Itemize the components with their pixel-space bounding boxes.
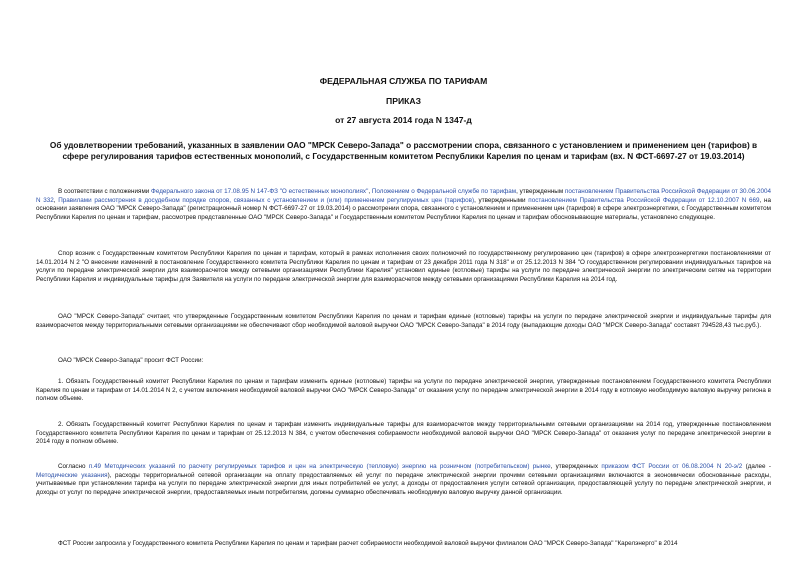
- p1-text-3: , утвержденным: [516, 188, 565, 195]
- link-fst-order-20e2[interactable]: приказом ФСТ России от 06.08.2004 N 20-э/2: [601, 463, 743, 470]
- p4-text: ОАО "МРСК Северо-Запада" просит ФСТ России:: [58, 357, 204, 364]
- paragraph-claim: [36, 313, 771, 330]
- p6-text: 2. Обязать Государственный комитет Республики Карелия по ценам и тарифам изменить индивидуальные тарифы для взаиморасчетов между территориальными сетевыми организациями на 2014 год, утвержденные постановлением Государственного комитета Республики Карелия по ценам и тарифам от 25.12.2013 N 384, с учетом обеспечения собираемости необходимой валовой выручки ОАО "МРСК Северо-Запада" от оказания услуг по передаче электрической энергии в 2014 году в полном объеме.: [36, 421, 771, 446]
- p7-text-1: Согласно: [58, 463, 89, 470]
- p1-text-4: ,: [53, 196, 59, 204]
- link-dispute-rules[interactable]: Правилами рассмотрения в досудебном порядке споров, связанных с установлением и (или) применением регулируемых цен (тарифов): [58, 196, 475, 204]
- link-federal-law-147[interactable]: Федерального закона от 17.08.95 N 147-ФЗ "О естественных монополиях": [151, 188, 369, 195]
- paragraph-fst-request: [36, 540, 771, 549]
- agency-name: ФЕДЕРАЛЬНАЯ СЛУЖБА ПО ТАРИФАМ: [319, 76, 488, 86]
- p7-text-3: (далее -: [742, 463, 771, 470]
- p8-text: ФСТ России запросила у Государственного комитета Республики Карелия по ценам и тарифам расчет собираемости необходимой валовой выручки филиалом ОАО "МРСК Северо-Запада" "Карелэнерго" в 2014: [58, 540, 678, 547]
- p1-text-5: , утвержденными: [474, 196, 529, 204]
- p3-text: ОАО "МРСК Северо-Запада" считает, что утвержденные Государственным комитетом Республики Карелия по ценам и тарифам единые (котловые) тарифы на услуги по передаче электрической энергии и индивидуальные тарифы для взаиморасчетов между территориальными сетевыми организациями не обеспечивают сбор необходимой валовой выручки ОАО "МРСК Северо-Запада" в 2014 году (выпадающие доходы ОАО "МРСК Северо-Запада" составят 794528,43 тыс.руб.).: [36, 313, 771, 329]
- p5-text: 1. Обязать Государственный комитет Республики Карелия по ценам и тарифам изменить единые (котловые) тарифы на услуги по передаче электрической энергии, утвержденные постановлением Государственного комитета Республики Карелия по ценам и тарифам от 14.01.2014 N 2, с учетом включения необходимой валовой выручки ОАО "МРСК Северо-Запада" от оказания услуг по передаче электрической энергии в 2014 году в котловую необходимую валовую выручку региона в полном объеме.: [36, 378, 771, 403]
- paragraph-request-2: [36, 421, 771, 447]
- p1-text-2: ,: [368, 188, 372, 195]
- paragraph-request-intro: [36, 357, 771, 366]
- p7-text-2: , утвержденных: [550, 463, 602, 470]
- p1-text-6: , на основании заявления ОАО "МРСК Северо-Запада" (регистрационный номер N ФСТ-6697-27 от 19.03.2014) о рассмотрении спора, связанного с установлением и применением цен (тарифов) в сфере электроэнергетики, с Государственным комитетом Республики Карелия по ценам и тарифам, рассмотрев представленные ОАО "МРСК Северо-Запада" и Государственным комитетом Республики Карелия по ценам и тарифам обосновывающие материалы, установлено следующее.: [36, 196, 771, 222]
- document-type: ПРИКАЗ: [386, 96, 421, 106]
- p7-text-4: ), расходы территориальной сетевой организации на оплату предоставляемых ей услуг по передаче электрической энергии прочими сетевыми организациями включаются в экономически обоснованные расходы, учитываемые при установлении тарифа на услуги по передаче электрической энергии для иных потребителей ее услуг, а доходы от предоставления услуги сетевой организации, предоставляющей услугу по передаче электрической энергии, и доходы от услуг по передаче электрической энергии, предоставляемых иным потребителям, должны суммарно обеспечивать необходимую валовую выручку данной организации.: [36, 471, 772, 497]
- link-methodical-guidelines[interactable]: Методические указания: [36, 471, 108, 479]
- link-government-decree-669[interactable]: постановлением Правительства Российской Федерации от 12.10.2007 N 669: [528, 196, 760, 204]
- paragraph-methodology: [36, 463, 771, 498]
- document-date-number: от 27 августа 2014 года N 1347-д: [335, 115, 472, 125]
- link-government-decree-332[interactable]: постановлением Правительства Российской Федерации от 30.06.2004 N 332: [36, 188, 772, 204]
- link-methodical-guidelines-p49[interactable]: п.49 Методических указаний по расчету регулируемых тарифов и цен на электрическую (тепловую) энергию на розничном (потребительском) рынке: [88, 463, 551, 470]
- p2-text: Спор возник с Государственным комитетом Республики Карелия по ценам и тарифам, который в рамках исполнения своих полномочий по государственному регулированию цен (тарифов) в сфере электроэнергетики постановлениями от 14.01.2014 N 2 "О внесении изменений в постановление Государственного комитета Республики Карелия по ценам и тарифам от 23 декабря 2011 года N 318" и от 25.12.2013 N 384 "О государственном регулировании индивидуальных тарифов на услуги по передаче электрической энергии для взаиморасчетов между сетевыми организациями Республики Карелия" установил единые (котловые) тарифы на услуги по передаче электрической энергии по электрическим сетям на территории Республики Карелия и индивидуальные тарифы для Заявителя на услуги по передаче электрической энергии для взаиморасчетов между сетевыми организациями Республики Карелия на 2014 год.: [36, 250, 771, 284]
- p1-text-1: В соответствии с положениями: [58, 188, 152, 195]
- paragraph-legal-basis: [36, 188, 771, 223]
- link-fst-regulation[interactable]: Положением о Федеральной службе по тарифам: [371, 188, 517, 195]
- paragraph-dispute: [36, 250, 771, 285]
- document-title: Об удовлетворении требований, указанных в заявлении ОАО "МРСК Северо-Запада" о рассмотрении спора, связанного с установлением и применением цен (тарифов) в сфере регулирования тарифов естественных монополий, с Государственным комитетом Республики Карелия по ценам и тарифам (вх. N ФСТ-6697-27 от 19.03.2014): [49, 140, 758, 162]
- paragraph-request-1: [36, 378, 771, 404]
